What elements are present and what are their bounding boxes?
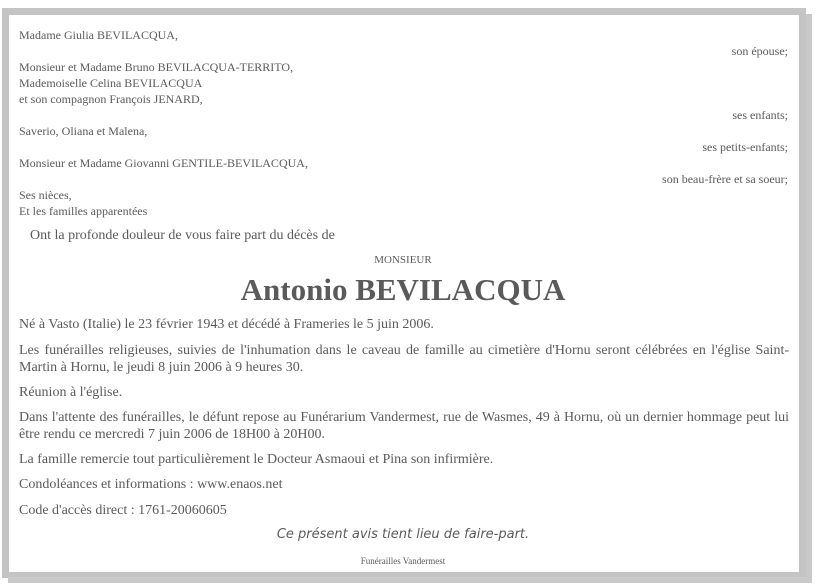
child-line: et son compagnon François JENARD,	[19, 92, 203, 106]
inlaws-role: son beau-frère et sa soeur;	[662, 172, 788, 186]
nieces-line: Ses nièces,	[19, 188, 72, 202]
funerarium-paragraph: Dans l'attente des funérailles, le défunt repose au Funérarium Vandermest, rue de Wasmes, 49 à Hornu, où un dernier hommage peut lui être rendu ce mercredi 7 juin 2006 de 18H00 à 20H00.	[19, 410, 789, 442]
meeting-paragraph: Réunion à l'église.	[19, 385, 123, 400]
page-shadow-bottom	[8, 577, 812, 583]
deceased-name: Antonio BEVILACQUA	[240, 272, 566, 307]
children-role: ses enfants;	[732, 108, 788, 122]
announcement-intro: Ont la profonde douleur de vous faire part du décès de	[30, 228, 335, 243]
funeral-paragraph: Les funérailles religieuses, suivies de l'inhumation dans le caveau de famille au cimetière d'Hornu seront célébrées en l'église Saint-Martin à Hornu, le jeudi 8 juin 2006 à 9 heures 30.	[19, 343, 789, 375]
honorific: MONSIEUR	[374, 254, 432, 266]
birth-death-paragraph: Né à Vasto (Italie) le 23 février 1943 et décédé à Frameries le 5 juin 2006.	[19, 317, 434, 332]
page-shadow-right	[806, 14, 812, 582]
condolences-paragraph: Condoléances et informations : www.enaos.net	[19, 477, 283, 492]
families-line: Et les familles apparentées	[19, 204, 148, 218]
child-line: Monsieur et Madame Bruno BEVILACQUA-TERRITO,	[19, 60, 294, 74]
access-code-paragraph: Code d'accès direct : 1761-20060605	[19, 503, 227, 518]
grandchildren-names: Saverio, Oliana et Malena,	[19, 124, 148, 138]
thanks-paragraph: La famille remercie tout particulièrement le Docteur Asmaoui et Pina son infirmière.	[19, 452, 494, 467]
grandchildren-role: ses petits-enfants;	[702, 140, 788, 154]
inlaws-names: Monsieur et Madame Giovanni GENTILE-BEVILACQUA,	[19, 156, 308, 170]
spouse-role: son épouse;	[731, 44, 788, 58]
child-line: Mademoiselle Celina BEVILACQUA	[19, 76, 203, 90]
closing-note: Ce présent avis tient lieu de faire-part.	[276, 527, 530, 542]
funeral-home-footer: Funérailles Vandermest	[360, 556, 446, 566]
spouse-name: Madame Giulia BEVILACQUA,	[19, 28, 178, 42]
